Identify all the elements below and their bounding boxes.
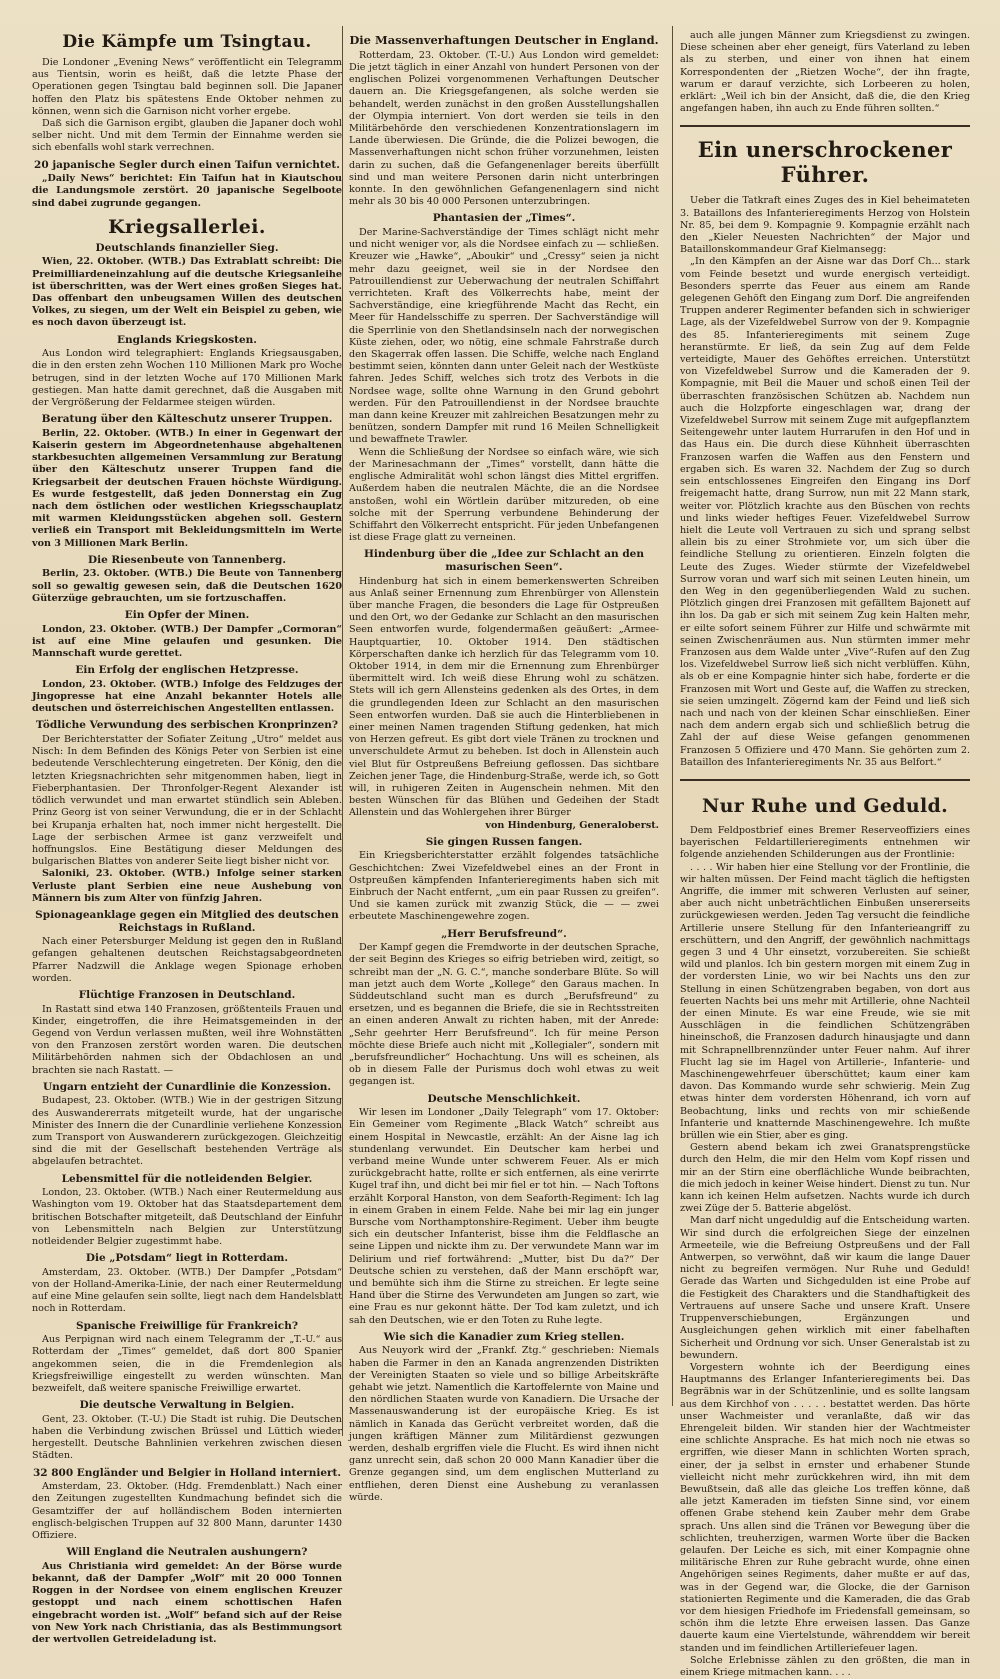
paragraph: Gestern abend bekam ich zwei Granatsprengstücke durch den Helm, die mir den Helm vom Kopf rissen und mir an der Stirn eine oberflächliche Wunde beibrachten, die mich jedoch in keiner Weise hindert. Dienst zu tun. Nur kann ich keinen Helm aufsetzen. Nachts wurde ich durch zwei Züge der 5. Batterie abgelöst. — [680, 1142, 970, 1215]
headline-massenverhaftungen: Die Massenverhaftungen Deutscher in England. — [349, 33, 659, 47]
subheadline: Lebensmittel für die notleidenden Belgier. — [61, 1172, 313, 1185]
subheadline: Ein Opfer der Minen. — [124, 609, 250, 622]
subheadline: Will England die Neutralen aushungern? — [66, 1546, 308, 1559]
subheadline: Hindenburg über die „Idee zur Schlacht an den masurischen Seen“. — [364, 548, 644, 573]
paragraph: . . . . Wir haben hier eine Stellung vor der Frontlinie, die wir halten müssen. Der Feind macht täglich die heftigsten Angriffe, die immer mit schweren Verlusten auf seiner, aber auch nicht unbeträchtlichen Einbußen unsererseits zurückgewiesen werden. Jeden Tag versucht die feindliche Artillerie unsere Stellung für den Infanterieangriff zu erschüttern, und den Angriff, der gewöhnlich nachmittags gegen 3 und 4 Uhr einsetzt, vorzubereiten. Sie schießt wild und planlos. Ich bin gestern morgen mit einem Zug in der vordersten Linie, wo wir bei Nachts uns den zur Stellung in einen Schützengraben begaben, von dort aus feuerten Nachts bei uns mehr mit Artillerie, ohne Nachteil der einen Minute. Es war eine Freude, wie sie mit Ausschlägen in die feindlichen Schützengräben hineinschoß, die Franzosen dadurch hinausjagte und dann mit Schrapnellbrennzünder unter Feuer nahm. Auf ihrer Flucht lag sie im Hagel von Artillerie-, Infanterie- und Maschinengewehrfeuer überschüttet; kaum einer kam davon. Das Kommando wurde sehr schwierig. Mein Zug etwas hinter dem vordersten Höhenrand, ich vorn auf Beobachtung, links und rechts von mir schießende Infanterie und knatternde Maschinengewehre. Ich mußte brüllen wie ein Stier, aber es ging. — [680, 861, 970, 1142]
paragraph: Daß sich die Garnison ergibt, glauben die Japaner doch wohl selber nicht. Und mit dem Termin der Einnahme werden sie sich ebenfalls wohl stark verrechnen. — [32, 118, 342, 154]
paragraph: Man darf nicht ungeduldig auf die Entscheidung warten. Wir sind durch die erfolgreichen Siege der einzelnen Armeeteile, wie die Befreiung Ostpreußens und der Fall Antwerpen, so verwöhnt, daß wir kaum die lange Dauer nicht zu begreifen vermögen. Nur Ruhe und Geduld! Gerade das Warten und Sichgedulden ist eine Probe auf die Festigkeit des Charakters und die Standhaftigkeit des Vertrauens auf unsere Sache und unsere Kraft. Unsere Truppenverschiebungen, Ergänzungen und Ausgleichungen gehen wirklich mit einer fabelhaften Sicherheit und Ordnung vor sich. Unser Generalstab ist zu bewundern. — [680, 1215, 970, 1361]
paragraph: Der Marine-Sachverständige der Times schlägt nicht mehr und nicht weniger vor, als die Nordsee einfach zu — schließen. Kreuzer wie „Hawke“, „Aboukir“ und „Cressy“ seien ja nicht mehr dazu geeignet, weil sie in der Nordsee den Patrouillendienst zur Ueberwachung der neutralen Schiffahrt verrichteten. Kraft des Völkerrechts habe, meint der Sachverständige, eine kriegführende Macht das Recht, ein Meer für Handelsschiffe zu sperren. Der Sachverständige will die Sperrlinie von den Shetlandsinseln nach der norwegischen Küste ziehen, oder, wo nötig, eine schmale Fahrstraße durch den Skagerrak offen lassen. Die Schiffe, welche nach England bestimmt seien, könnten dann unter Geleit nach der Westküste fahren. Jedes Schiff, welches sich trotz des Verbots in die Nordsee wage, sollte ohne Warnung in den Grund gebohrt werden. Für den Patrouillendienst in der Nordsee brauchte man dann keine Kreuzer mit zahlreichen Besatzungen mehr zu benützen, sondern Dampfer mit rund 16 Meilen Schnelligkeit und bewaffnete Trawler. — [349, 227, 659, 446]
paragraph: Der Berichterstatter der Sofiater Zeitung „Utro“ meldet aus Nisch: In dem Befinden des Königs Peter von Serbien ist eine bedeutende Verschlechterung eingetreten. Der König, den die letzten Kriegsnachrichten sehr mitgenommen haben, liegt in Fieberphantasien. Der Thronfolger-Regent Alexander ist tödlich verwundet und man erwartet stündlich sein Ableben. Prinz Georg ist von seiner Verwundung, die er in der Schlacht bei Krupanja erhalten hat, noch immer nicht hergestellt. Die Lage der serbischen Armee ist ganz verzweifelt und hoffnungslos. Eine Bestätigung dieser Meldungen des bulgarischen Blattes von anderer Seite liegt bisher nicht vor. — [32, 734, 342, 868]
paragraph: Vorgestern wohnte ich der Beerdigung eines Hauptmanns des Erlanger Infanterieregiments bei. Das Begräbnis war in der Schützenlinie, und es sollte langsam aus dem Kirchhof von . . . . . bestattet werden. Das hörte unser Wachmeister und veranlaßte, daß wir das Ehrengeleit bilden. Wir standen hier der Wachtmeister eine schlichte Ansprache. Es hat mich noch nie etwas so ergriffen, wie dieser Mann in schlichten Worten sprach, einer, der ja selbst in ernster und erhabener Stunde vielleicht nicht mehr zurückkehren wird, ihn mit dem Bewußtsein, daß alle das gleiche Los treffen könne, daß alle jetzt Kameraden im tiefsten Sinne sind, vor einem offenen Grabe stehend kein Zauber mehr dem Grabe sprach. Uns allen sind die Tränen vor Bewegung über die schlichten, treuherzigen, warmen Worte über die Backen gelaufen. Der Leiche es sich, mit einer Kompagnie ohne militärische Ehren zur Ruhe gebracht wurde, ohne einen Angehörigen seines Regiments, daher mußte er auf das, was in der Gegend war, die Glocke, die der Garnison stationierten Regimente und die Kameraden, die das Grab vor dem hiesigen Friedhofe im Friedensfall gemeinsam, so schön ihm die letzte Ehre erweisen lassen. Das Ganze dauerte kaum eine Viertelstunde, währenddem wir bereit standen und im feindlichen Artilleriefeuer lagen. — [680, 1361, 970, 1654]
column-rule — [342, 26, 343, 1436]
subheadline: Tödliche Verwundung des serbischen Kronprinzen? — [35, 719, 339, 732]
column-right — [680, 30, 970, 1678]
paragraph: Wir lesen im Londoner „Daily Telegraph“ vom 17. Oktober: Ein Gemeiner vom Regimente „Black Watch“ schreibt aus einem Hospital in Newcastle, erzählt: An der Aisne lag ich stundenlang verwundet. Ein Deutscher kam herbei und verband meine Wunde unter schwerem Feuer. Als er mich zurückgebracht hatte, rollte er sich entfernen, als eine verirrte Kugel traf ihn, und dicht bei mir fiel er tot hin. — Nach Toftons erzählt Korporal Hanston, von dem Seaforth-Regiment: Ich lag in einem Graben in einem Felde. Nahe bei mir lag ein junger Bursche vom Northamptonshire-Regiment. Ueber ihm beugte sich ein deutscher Infanterist, bisse ihm die Feldflasche an seine Lippen und nickte ihm zu. Der verwundete Mann war im Delirium und rief fortwährend: „Mutter, bist Du da?“ Der Deutsche schien zu verstehen, daß der Mann erschöpft war, und bemühte sich ihm die Stirne zu streichen. Er legte seine Hand über die Stirne des Verwundeten am Jungen so zart, wie eine Frau es nur gekonnt hätte. Der Tod kam zuletzt, und ich sah den Deutschen, wie er den Toten zu Ruhe legte. — [349, 1107, 659, 1326]
subheadline: 20 japanische Segler durch einen Taifun vernichtet. — [34, 158, 340, 171]
subheadline: Spanische Freiwillige für Frankreich? — [75, 1319, 298, 1332]
paragraph: Rotterdam, 23. Oktober. (T.-U.) Aus London wird gemeldet: Die jetzt täglich in einer Anzahl von hundert Personen von der englischen Polizei vorgenommenen Verhaftungen Deutscher dauern an. Die Kriegsgefangenen, als solche werden sie behandelt, werden zunächst in den großen Ausstellungshallen der Olympia interniert. Von dort werden sie teils in den Militärbehörde den verschiedenen Konzentrationslagern im Lande überwiesen. Die Gründe, die die Polizei bewogen, die Massenverhaftungen nicht schon früher vorzunehmen, leisten darin zu suchen, daß die Gefangenenlager bereits überfüllt sind und man weitere Personen darin nicht unterbringen konnte. In den gewöhnlichen Gefangenenlagern sind nicht mehr als 30 bis 40 000 Personen unterzubringen. — [349, 49, 659, 208]
paragraph: London, 23. Oktober. (WTB.) Der Dampfer „Cormoran“ ist auf eine Mine gelaufen und gesunken. Die Mannschaft wurde gerettet. — [32, 623, 342, 660]
paragraph: Ein Kriegsberichterstatter erzählt folgendes tatsächliche Geschichtchen: Zwei Vizefeldwebel eines an der Front in Ostpreußen kämpfenden Infanterieregiments haben sich mit Einbruch der Nacht entfernt, „um ein paar Russen zu greifen“. Und sie kamen zurück mit zwanzig Stück, die — — zwei erbeutete Maschinengewehre zogen. — [349, 850, 659, 923]
subheadline: Beratung über den Kälteschutz unserer Truppen. — [41, 413, 333, 426]
paragraph: Amsterdam, 23. Oktober. (WTB.) Der Dampfer „Potsdam“ von der Holland-Amerika-Linie, der nach einer Reutermeldung auf eine Mine gelaufen sein sollte, liegt nach dem Handelsblatt noch in Rotterdam. — [32, 1266, 342, 1315]
paragraph: Berlin, 23. Oktober. (WTB.) Die Beute von Tannenberg soll so gewaltig gewesen sein, daß die Deutschen 1620 Güterzüge gebrauchten, um sie fortzuschaffen. — [32, 568, 342, 604]
paragraph: In Rastatt sind etwa 140 Franzosen, größtenteils Frauen und Kinder, eingetroffen, die ihre Heimatsgemeinden in der Gegend von Verdun verlassen mußten, weil ihre Wohnstätten von den Franzosen zerstört worden waren. Die deutschen Militärbehörden nahmen sich der Obdachlosen an und brachten sie nach Rastatt. — — [32, 1003, 342, 1076]
paragraph: Berlin, 22. Oktober. (WTB.) In einer in Gegenwart der Kaiserin gestern im Abgeordnetenhause abgehaltenen starkbesuchten allgemeinen Versammlung zur Beratung über den Kälteschutz unserer Truppen fand die Kriegsarbeit der deutschen Frauen höchste Würdigung. Es wurde festgestellt, daß jeden Donnerstag ein Zug nach dem östlichen oder westlichen Kriegsschauplatz mit warmen Kleidungsstücken abgehen soll. Gestern verließ ein Transport mit Bekleidungsmitteln im Werte von 3 Millionen Mark Berlin. — [32, 427, 342, 549]
subheadline: Flüchtige Franzosen in Deutschland. — [78, 988, 296, 1001]
headline-tsingtau: Die Kämpfe um Tsingtau. — [62, 32, 312, 52]
paragraph: Wenn die Schließung der Nordsee so einfach wäre, wie sich der Marinesachmann der „Times“ vorstellt, dann hätte die englische Admiralität wohl schon längst dies Mittel ergriffen. Außerdem haben die neutralen Mächte, die an die Nordsee anstoßen, wohl ein Wörtlein darüber mitzureden, ob eine solche mit der Sperrung verbundene Behinderung der Schiffahrt den Völkerrecht entspricht. Für jeden Unbefangenen ist diese Frage glatt zu verneinen. — [349, 446, 659, 544]
paragraph: Ueber die Tatkraft eines Zuges des in Kiel beheimateten 3. Bataillons des Infanterieregiments Herzog von Holstein Nr. 85, bei dem 9. Kompagnie 9. Kompagnie erzählt nach den „Kieler Neuesten Nachrichten“ der Major und Bataillonskommandeur Graf Kielmansegg: — [680, 195, 970, 256]
section-title-kriegsallerlei: Kriegsallerlei. — [108, 215, 266, 238]
headline-ruhe-geduld: Nur Ruhe und Geduld. — [702, 794, 948, 817]
subheadline: Englands Kriegskosten. — [117, 333, 257, 346]
divider — [680, 779, 970, 781]
paragraph: Gent, 23. Oktober. (T.-U.) Die Stadt ist ruhig. Die Deutschen haben die Verbindung zwischen Brüssel und Lüttich wieder hergestellt. Deutsche Bahnlinien verkehren zwischen diesen Städten. — [32, 1413, 342, 1462]
column-middle — [349, 30, 659, 1503]
paragraph: „In den Kämpfen an der Aisne war das Dorf Ch... stark vom Feinde besetzt und wurde energisch verteidigt. Besonders sperrte das Feuer aus einem am Rande gelegenen Gehöft den Eingang zum Dorf. Die angreifenden Truppen anderer Regimenter befanden sich in schwieriger Lage, als der Vizefeldwebel Surrow von der 9. Kompagnie des 85. Infanterieregiments mit seinem Zuge heranstürmte. Er ließ, da sein Zug auf dem Felde verteidigte, Mauer des Gehöftes erreichen. Unterstützt von Vizefeldwebel Surrow und die Kameraden der 9. Kompagnie, mit Beil die Mauer und schoß einen Teil der überraschten französischen Schützen ab. Nachdem nun auch die Holzpforte eingeschlagen war, drang der Vizefeldwebel Surrow mit seinem Zuge mit aufgepflanztem Seitengewehr unter lautem Hurrarufen in den Hof und in das Haus ein. Die durch diese Kühnheit überraschten Franzosen warfen die Waffen aus den Fenstern und ergaben sich. Es waren 32. Nachdem der Zug so durch sein entschlossenes Eingreifen den Eingang ins Dorf freigemacht hatte, drang Surrow, nun mit 22 Mann stark, weiter vor. Plötzlich krachte aus den Büschen von rechts und links wieder heftiges Feuer. Vizefeldwebel Surrow hielt die Leute voll Vertrauen zu sich und sprang selbst allein bis zu einer Strohmiete vor, um sich über die feindliche Stellung zu orientieren. Einzeln folgten die Leute des Zuges. Wieder stürmte der Vizefeldwebel Surrow voran und warf sich mit seinen Leuten hinein, um den Weg in den gegenüberliegenden Wald zu suchen. Plötzlich gingen drei Franzosen mit gefälltem Bajonett auf ihn los. Da gab er sich mit seinem Zug kein Halten mehr, er eilte sofort seinem Führer zur Hilfe und schwärmte mit seinen Zwischenräumen aus. Nun stürmten immer mehr Franzosen aus dem Walde unter „Vive“-Rufen auf den Zug los. Vizefeldwebel Surrow ließ sich nicht verblüffen. Kühn, als ob er eine Kompagnie hinter sich habe, forderte er die Franzosen mit Wort und Geste auf, die Waffen zu strecken, sie seien umzingelt. Zögernd kam der Feind und ließ sich nach und nach von der kleinen Schar einschließen. Einer nach dem andern ergab sich und schließlich betrug die Zahl der auf diese Weise gefangen genommenen Franzosen 5 Offiziere und 470 Mann. Sie gehörten zum 2. Bataillon des Infanterieregiments Nr. 35 aus Belfort.“ — [680, 256, 970, 768]
paragraph: auch alle jungen Männer zum Kriegsdienst zu zwingen. Diese scheinen aber eher geneigt, fürs Vaterland zu leben als zu sterben, und einer von ihnen hat einem Korrespondenten der „Rietzen Woche“, der ihn fragte, warum er darauf verzichte, sich Lorbeeren zu holen, erklärt: „Weil ich bin der Ansicht, daß die, die den Krieg angefangen haben, ihn auch zu Ende führen sollten.“ — [680, 30, 970, 115]
column-left — [32, 30, 342, 1645]
paragraph: London, 23. Oktober. (WTB.) Nach einer Reutermeldung aus Washington vom 19. Oktober hat das Staatsdepartement dem britischen Botschafter mitgeteilt, daß Deutschland der Einfuhr von Lebensmitteln nach Belgien zur Unterstützung notleidender Belgier zugestimmt habe. — [32, 1187, 342, 1247]
subheadline: Ungarn entzieht der Cunardlinie die Konzession. — [42, 1080, 332, 1093]
subheadline: Deutsche Menschlichkeit. — [427, 1092, 581, 1105]
subheadline: Ein Erfolg der englischen Hetzpresse. — [75, 664, 299, 677]
subheadline: Deutschlands finanzieller Sieg. — [95, 241, 279, 254]
subheadline: Die „Potsdam“ liegt in Rotterdam. — [85, 1252, 289, 1265]
column-rule — [672, 26, 673, 1406]
subheadline: 32 800 Engländer und Belgier in Holland interniert. — [32, 1466, 342, 1479]
signature-hindenburg: von Hindenburg, Generaloberst. — [485, 819, 659, 831]
paragraph: Solche Erlebnisse zählen zu den größten, die man in einem Kriege mitmachen kann. . . . — [680, 1654, 970, 1678]
paragraph: Nach einer Petersburger Meldung ist gegen den in Rußland gefangen gehaltenen deutschen Reichstagsabgeordneten Pfarrer Nadzwill die Anklage wegen Spionage erhoben worden. — [32, 936, 342, 984]
paragraph: Der Kampf gegen die Fremdworte in der deutschen Sprache, der seit Beginn des Krieges so eifrig betrieben wird, zeitigt, so schreibt man der „N. G. C.“, manche sonderbare Blüte. So will man jetzt auch dem Worte „Kollege“ den Garaus machen. In Süddeutschland sucht man es durch „Berufsfreund“ zu ersetzen, und es begannen die Briefe, die sie in Rechtsstreiten an einen anderen Anwalt zu richten haben, mit der Anrede: „Sehr geehrter Herr Berufsfreund“. Ich für meine Person möchte diese Briefe auch nicht mit „Kollegialer“, sondern mit „berufsfreundlicher“ Hochachtung. Uns will es scheinen, als ob in diesem Falle der Purismus doch wohl etwas zu weit gegangen ist. — [349, 942, 659, 1088]
subheadline: „Herr Berufsfreund“. — [441, 927, 567, 940]
paragraph: Aus Neuyork wird der „Frankf. Ztg.“ geschrieben: Niemals haben die Farmer in den an Kanada angrenzenden Distrikten der Vereinigten Staaten so viele und so billige Arbeitskräfte gehabt wie jetzt. Namentlich die Kartoffelernte von Maine und den nördlichen Staaten wurde von Kanadiern. Die Ursache der Massenauswanderung ist der europäische Krieg. Es ist nämlich in Kanada das Gerücht verbreitet worden, daß die jungen kräftigen Männer zum Militärdienst gezwungen werden, deshalb ergriffen viele die Flucht. Es wird ihnen nicht ganz unrecht sein, daß schon 20 000 Mann Kanadier über die Grenze gegangen sind, um dem englischen Mutterland zu entfliehen, deren Dienst eine Aushebung zu veranlassen würde. — [349, 1345, 659, 1503]
paragraph: London, 23. Oktober. (WTB.) Infolge des Feldzuges der Jingopresse hat eine Anzahl bekannter Hotels alle deutschen und österreichischen Angestellten entlassen. — [32, 678, 342, 715]
subheadline: Wie sich die Kanadier zum Krieg stellen. — [383, 1330, 625, 1343]
paragraph: Aus Christiania wird gemeldet: An der Börse wurde bekannt, daß der Dampfer „Wolf“ mit 20 000 Tonnen Roggen in der Nordsee von einem englischen Kreuzer gestoppt und nach einem schottischen Hafen eingebracht worden ist. „Wolf“ befand sich auf der Reise von New York nach Christiania, das als Bestimmungsort der wertvollen Getreideladung ist. — [32, 1560, 342, 1645]
subheadline: Die Riesenbeute von Tannenberg. — [87, 553, 287, 566]
subheadline: Sie gingen Russen fangen. — [425, 835, 583, 848]
paragraph: Die Londoner „Evening News“ veröffentlicht ein Telegramm aus Tientsin, worin es heißt, daß die letzte Phase der Operationen gegen Tsingtau bald beginnen soll. Die Japaner hoffen den Platz bis spätestens Ende Oktober nehmen zu können, wenn sich die Garnison nicht vorher ergebe. — [32, 57, 342, 117]
paragraph: Amsterdam, 23. Oktober. (Hdg. Fremdenblatt.) Nach einer den Zeitungen zugestellten Kundmachung befindet sich die Gesamtziffer der auf holländischem Boden internierten englisch-belgischen Truppen auf 32 800 Mann, darunter 1430 Offiziere. — [32, 1481, 342, 1541]
divider — [680, 125, 970, 127]
paragraph: Budapest, 23. Oktober. (WTB.) Wie in der gestrigen Sitzung des Auswandererrats mitgeteilt wurde, hat der ungarische Minister des Innern die der Cunardlinie verliehene Konzession zum Transport von Auswanderern zurückgezogen. Gleichzeitig sind die mit der Gesellschaft bestehenden Verträge als abgelaufen betrachtet. — [32, 1095, 342, 1168]
subheadline: Die deutsche Verwaltung in Belgien. — [79, 1399, 295, 1412]
paragraph: Hindenburg hat sich in einem bemerkenswerten Schreiben aus Anlaß seiner Ernennung zum Ehrenbürger von Allenstein über manche Fragen, die besonders die Lage für Ostpreußen und den Ort, wo der Gedanke zur Schlacht an den masurischen Seen entworfen wurde, folgendermaßen geäußert: „Armee-Hauptquartier, 10. Oktober 1914. Den städtischen Körperschaften danke ich herzlich für das Telegramm vom 10. Oktober 1914, in dem mir die Ernennung zum Ehrenbürger übermittelt wird. Ich weiß diese Ehrung wohl zu schätzen. Stets will ich gern Allensteins gedenken als des Ortes, in dem die grundlegenden Ideen zur Schlacht an den masurischen Seen entworfen wurden. Daß sie auch die Hinterbliebenen in einer meinen Namen tragenden Stiftung gedenken, hat mich von Herzen gefreut. Es gibt dort viele Tränen zu trocknen und unverschuldete Armut zu beheben. Ist doch in Allenstein auch viel Blut für Ostpreußens Befreiung geflossen. Das sichtbare Zeichen jener Tage, die Hindenburg-Straße, werde ich, so Gott will, in ruhigeren Zeiten in Augenschein nehmen. Mit den besten Wünschen für das Blühen und Gedeihen der Stadt Allenstein und das Wohlergehen ihrer Bürger — [349, 575, 659, 819]
paragraph: „Daily News“ berichtet: Ein Taifun hat in Kiautschou die Landungsmole zerstört. 20 japanische Segelboote sind dabei zugrunde gegangen. — [32, 173, 342, 209]
paragraph: Wien, 22. Oktober. (WTB.) Das Extrablatt schreibt: Die Preimilliardeneinzahlung auf die deutsche Kriegsanleihe ist überschritten, was der Wert eines großen Sieges hat. Das offenbart den unbeugsamen Willen des deutschen Volkes, zu siegen, um der Welt ein Beispiel zu geben, wie es noch davon überzeugt ist. — [32, 256, 342, 329]
paragraph: Aus Perpignan wird nach einem Telegramm der „T.-U.“ aus Rotterdam der „Times“ gemeldet, daß dort 800 Spanier angekommen seien, die in die Fremdenlegion als Kriegsfreiwillige eingestellt zu werden wünschten. Man bezweifelt, daß weitere spanische Freiwillige erwartet. — [32, 1334, 342, 1394]
paragraph: Dem Feldpostbrief eines Bremer Reserveoffiziers eines bayerischen Feldartillerieregiments entnehmen wir folgende anziehenden Schilderungen aus der Frontlinie: — [680, 824, 970, 861]
paragraph: Saloniki, 23. Oktober. (WTB.) Infolge seiner starken Verluste plant Serbien eine neue Aushebung von Männern bis zum Alter von fünfzig Jahren. — [32, 868, 342, 904]
subheadline: Spionageanklage gegen ein Mitglied des deutschen Reichstags in Rußland. — [35, 908, 339, 934]
subheadline: Phantasien der „Times“. — [432, 212, 576, 225]
paragraph: Aus London wird telegraphiert: Englands Kriegsausgaben, die in den ersten zehn Wochen 110 Millionen Mark pro Woche betrugen, sind in der letzten Woche auf 170 Millionen Mark gestiegen. Man hatte damit gerechnet, daß die Ausgaben mit der Vergrößerung der Feldarmee steigen würden. — [32, 348, 342, 409]
headline-fuehrer: Ein unerschrockener Führer. — [697, 137, 953, 188]
